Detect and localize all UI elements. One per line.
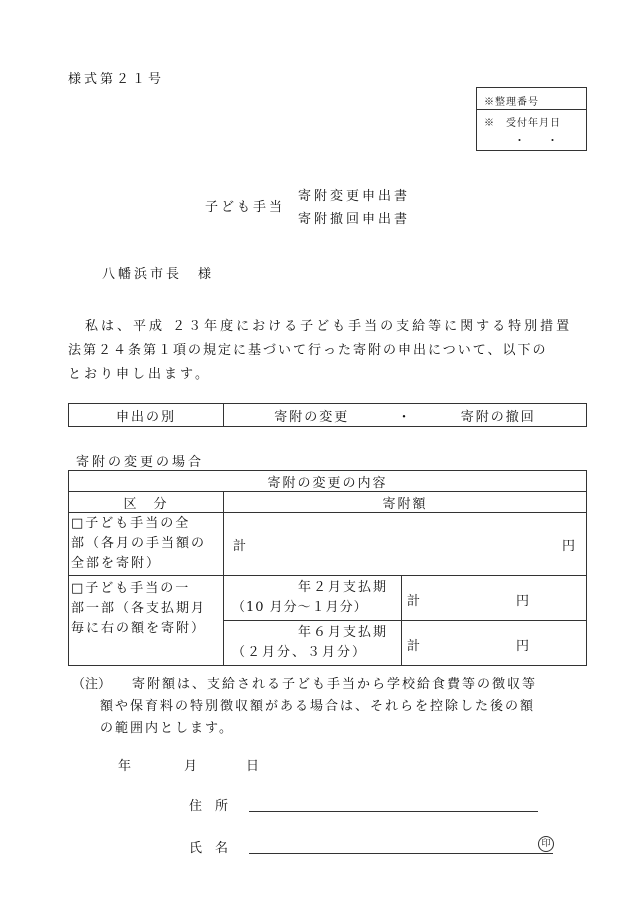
request-type-label: 申出の別: [69, 404, 224, 427]
title-prefix: 子ども手当: [205, 200, 286, 215]
all-donation-cell[interactable]: □子ども手当の全 部（各月の手当額の 全部を寄附）: [69, 513, 224, 576]
period-feb-total-label: 計: [407, 594, 422, 609]
addressee: 八幡浜市長 様: [102, 267, 215, 282]
partial-donation-cell[interactable]: □子ども手当の一 部一部（各支払期月 毎に右の額を寄附）: [69, 576, 224, 666]
request-type-table: [68, 403, 587, 427]
period-jun-yen-unit: 円: [516, 639, 531, 654]
date-day-label: 日: [246, 759, 260, 774]
option-tekkai[interactable]: 寄附の撤回: [460, 409, 536, 425]
title-line-tekkai: 寄附撤回申出書: [298, 212, 411, 227]
all-donation-amount-cell[interactable]: [224, 513, 587, 576]
address-input-line[interactable]: [249, 811, 538, 812]
period-feb-yen-unit: 円: [516, 594, 531, 609]
note-line2: 額や保育料の特別徴収額がある場合は、それらを控除した後の額: [100, 699, 536, 714]
period-jun-cell: 年６月支払期 （２月分、３月分）: [224, 621, 402, 666]
period-jun-total-label: 計: [407, 639, 422, 654]
date-year-label: 年: [118, 759, 132, 774]
henko-content-title: 寄附の変更の内容: [69, 471, 587, 492]
date-month-label: 月: [184, 759, 198, 774]
name-input-line[interactable]: [249, 853, 553, 854]
all-total-label: 計: [233, 539, 248, 554]
body-text-line3: とおり申し出ます。: [68, 367, 211, 382]
period-feb-amount-cell[interactable]: [402, 576, 587, 621]
office-use-box: [476, 87, 587, 151]
request-type-options[interactable]: [224, 404, 587, 427]
uketsuke-date-dots: ・・: [514, 134, 580, 147]
period-feb-cell: 年２月支払期 （10 月分～１月分）: [224, 576, 402, 621]
period-jun-amount-cell[interactable]: [402, 621, 587, 666]
note-line3: の範囲内とします。: [100, 721, 234, 736]
henko-content-table: [68, 470, 587, 666]
option-separator: ・: [397, 409, 413, 425]
partial-checkbox[interactable]: □: [71, 581, 86, 596]
all-checkbox[interactable]: □: [71, 516, 86, 531]
body-text-line1: 私は、平成 ２３年度における子ども手当の支給等に関する特別措置: [85, 319, 573, 334]
form-number: 様式第２１号: [68, 72, 165, 87]
henko-section-heading: 寄附の変更の場合: [76, 455, 205, 470]
col-kubun-header: 区 分: [69, 492, 224, 513]
note-label: （注）: [72, 677, 112, 692]
option-henko[interactable]: 寄附の変更: [274, 409, 350, 425]
title-line-henko: 寄附変更申出書: [298, 189, 411, 204]
all-yen-unit: 円: [562, 539, 577, 554]
seiri-number-label: ※整理番号: [484, 97, 539, 108]
uketsuke-date-label: ※ 受付年月日: [484, 118, 561, 129]
address-label: 住 所: [189, 799, 229, 814]
note-line1: 寄附額は、支給される子ども手当から学校給食費等の徴収等: [132, 677, 538, 692]
name-label: 氏 名: [189, 841, 229, 856]
seal-mark: 印: [538, 836, 554, 852]
body-text-line2: 法第２４条第１項の規定に基づいて行った寄附の申出について、以下の: [68, 343, 548, 358]
col-amount-header: 寄附額: [224, 492, 587, 513]
